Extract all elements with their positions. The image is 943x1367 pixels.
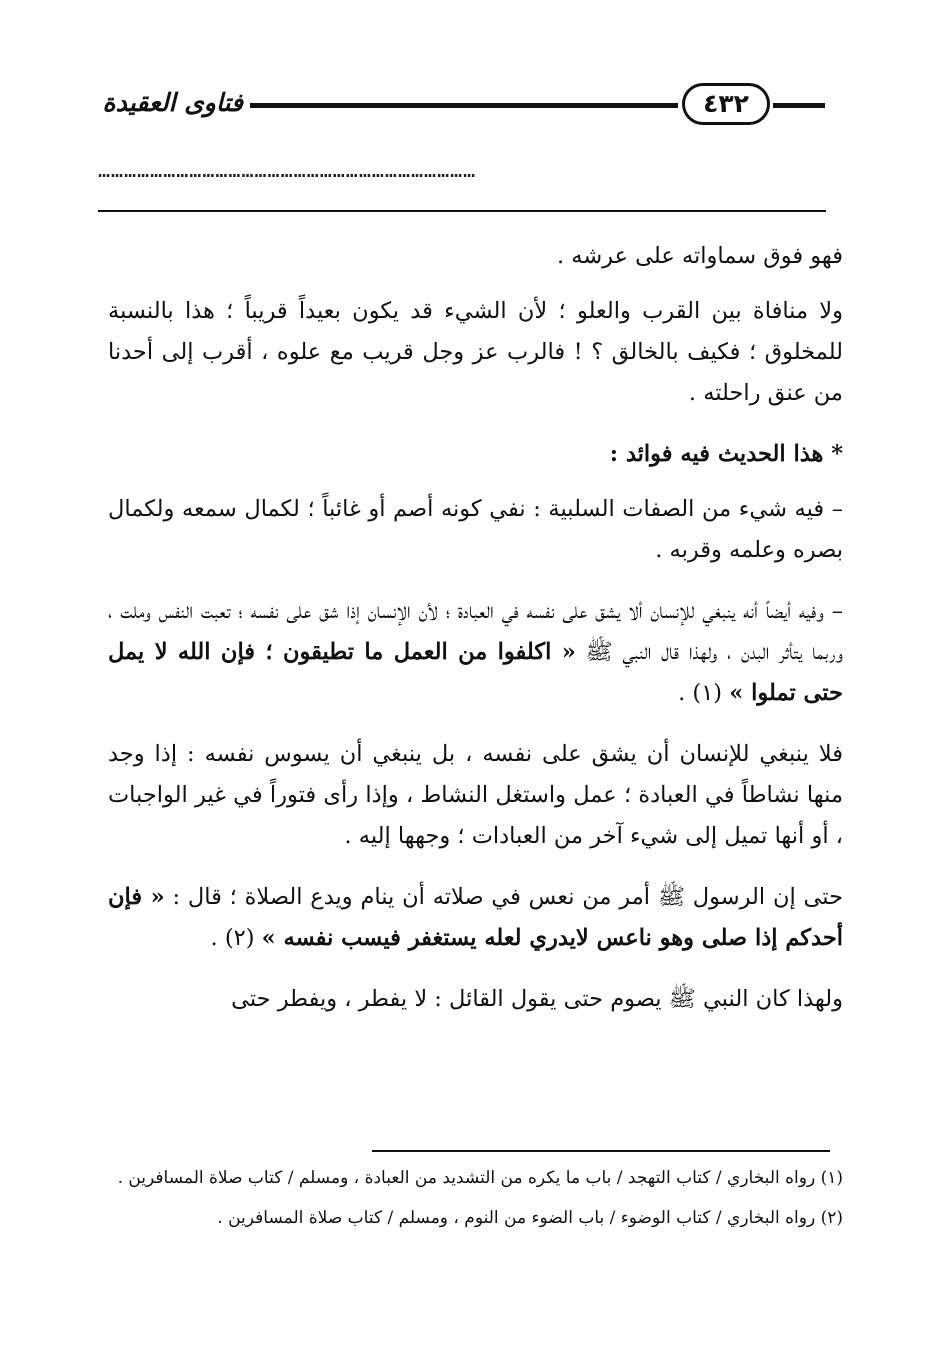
footnote-ref-1: (١) .: [678, 680, 723, 706]
paragraph-6: فلا ينبغي للإنسان أن يشق على نفسه ، بل ينبغي أن يسوس نفسه : إذا وجد منها نشاطاً في العبادة ؛ عمل واستغل النشاط ، وإذا رأى فتوراً في غير الواجبات ، أو أنها تميل إلى شيء آخر من العبادات ؛ وجهها إليه .: [108, 741, 843, 849]
dotted-separator: ……………………………………………………………………………: [98, 158, 477, 182]
footnote-divider: [372, 1150, 830, 1152]
footnote-2: (٢) رواه البخاري / كتاب الوضوء / باب الضوء من النوم ، ومسلم / كتاب صلاة المسافرين .: [217, 1208, 843, 1228]
paragraph-7: [108, 877, 843, 959]
hadith-quote-1: « اكلفوا من العمل ما تطيقون ؛ فإن الله لا يمل حتى تملوا »: [108, 639, 843, 706]
header-rule-left: [250, 103, 678, 108]
header-rule-right: [773, 103, 825, 108]
paragraph-1: فهو فوق سماواته على عرشه .: [556, 243, 843, 269]
footnote-1: (١) رواه البخاري / كتاب التهجد / باب ما يكره من التشديد من العبادة ، ومسلم / كتاب صلاة المسافرين .: [117, 1168, 843, 1188]
paragraph-5-text: – وفيه أيضاً أنه ينبغي للإنسان ألا يشق على نفسه في العبادة ؛ لأن الإنسان إذا شق على نفسه ؛ تعبت النفس وملت ، وربما يتأثر البدن ، ولهذا قال النبي ﷺ: [108, 598, 844, 665]
paragraph-4: – فيه شيء من الصفات السلبية : نفي كونه أصم أو غائباً ؛ لكمال سمعه ولكمال بصره وعلمه وقربه .: [108, 496, 843, 563]
page-number: ٤٣٢: [682, 83, 770, 125]
footnotes: [108, 1162, 843, 1242]
paragraph-5: [108, 591, 843, 714]
header-divider: [98, 210, 826, 212]
paragraph-2: ولا منافاة بين القرب والعلو ؛ لأن الشيء قد يكون بعيداً قريباً ؛ هذا بالنسبة للمخلوق ؛ فكيف بالخالق ؟ ! فالرب عز وجل قريب مع علوه ، أقرب إلى أحدنا من عنق راحلته .: [108, 298, 843, 406]
running-title: فتاوى العقيدة: [102, 88, 243, 117]
paragraph-8: ولهذا كان النبي ﷺ يصوم حتى يقول القائل : لا يفطر ، ويفطر حتى: [231, 986, 843, 1012]
main-text: [108, 236, 843, 1040]
paragraph-7-text: حتى إن الرسول ﷺ أمر من نعس في صلاته أن ينام ويدع الصلاة ؛ قال :: [172, 884, 843, 910]
footnote-ref-2: (٢) .: [210, 925, 255, 951]
hadith-quote-2: « فإن أحدكم إذا صلى وهو ناعس لايدري لعله يستغفر فيسب نفسه »: [108, 884, 843, 951]
section-heading: * هذا الحديث فيه فوائد :: [609, 441, 843, 467]
